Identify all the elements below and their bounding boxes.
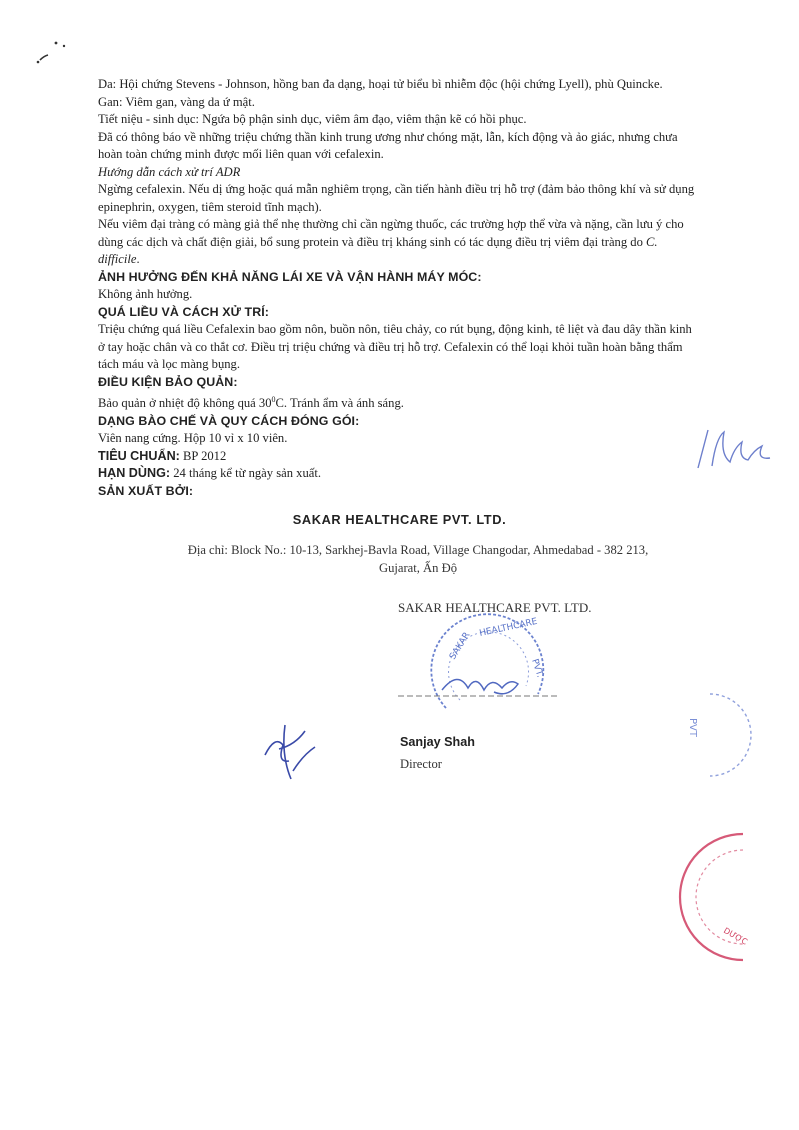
storage-heading: ĐIỀU KIỆN BẢO QUẢN: — [98, 374, 238, 389]
expiry-label: HẠN DÙNG: — [98, 466, 171, 481]
manufacturer-name: SAKAR HEALTHCARE PVT. LTD. — [292, 512, 507, 527]
storage-text — [98, 391, 698, 413]
svg-text:PVT: PVT — [687, 718, 698, 737]
storage-text-a: Bảo quản ở nhiệt độ không quá 30 — [98, 396, 272, 411]
director-signature — [255, 715, 325, 785]
standard-value: BP 2012 — [179, 448, 227, 463]
standard-label: TIÊU CHUẨN: — [98, 448, 180, 463]
organism-name: C. difficile — [98, 234, 658, 266]
signatory-name: Sanjay Shah — [400, 735, 475, 749]
signatory-title: Director — [400, 757, 442, 771]
driving-heading: ẢNH HƯỞNG ĐẾN KHẢ NĂNG LÁI XE VÀ VẬN HÀNH MÁY MÓC: — [98, 269, 482, 284]
partial-stamp-right — [678, 690, 718, 780]
overdose-heading: QUÁ LIỀU VÀ CÁCH XỬ TRÍ: — [98, 304, 270, 319]
standard-line — [98, 448, 698, 466]
adverse-urogenital-text: Tiết niệu - sinh dục: Ngứa bộ phận sinh dục, viêm âm đạo, viêm thận kẽ có hồi phục. — [98, 112, 527, 126]
svg-text:SAKAR: SAKAR — [448, 630, 473, 662]
address-line-1: Địa chỉ: Block No.: 10-13, Sarkhej-Bavla Road, Village Changodar, Ahmedabad - 382 213, — [187, 543, 649, 557]
document-body — [98, 76, 698, 500]
company-stamp — [398, 598, 578, 728]
signature-company-name: SAKAR HEALTHCARE PVT. LTD. — [398, 600, 592, 615]
adverse-liver-text: Gan: Viêm gan, vàng da ứ mật. — [98, 94, 255, 109]
driving-text: Không ảnh hưởng. — [98, 287, 193, 301]
scan-speck-mark — [30, 38, 70, 68]
address-line-2: Gujarat, Ấn Độ — [379, 561, 457, 575]
expiry-line — [98, 465, 698, 483]
partial-red-seal — [683, 828, 749, 968]
packaging-text: Viên nang cứng. Hộp 10 vỉ x 10 viên. — [98, 431, 288, 446]
overdose-text: Triệu chứng quá liều Cefalexin bao gồm nôn, buồn nôn, tiêu chảy, co rút bụng, động kinh, tê liệt và đau dây thần kinh ở tay hoặc chân và co thắt cơ. Điều trị triệu chứng và điều trị hỗ trợ. Cefalexin có thể loại khỏi tuần hoàn bằng thẩm tách máu và lọc màng bụng. — [98, 322, 692, 371]
svg-text:HEALTHCARE: HEALTHCARE — [478, 616, 539, 639]
svg-text:PVT.: PVT. — [529, 657, 545, 679]
expiry-value: 24 tháng kể từ ngày sản xuất. — [170, 466, 321, 481]
adverse-cns-text: Đã có thông báo về những triệu chứng thần kinh trung ương như chóng mặt, lẫn, kích động và ảo giác, nhưng chưa hoàn toàn chứng minh được mối liên quan với cefalexin. — [98, 129, 678, 161]
storage-text-b: C. Tránh ẩm và ánh sáng. — [275, 396, 404, 411]
adr-guidance-heading: Hướng dẫn cách xử trí ADR — [98, 164, 241, 179]
packaging-heading: DẠNG BÀO CHẾ VÀ QUY CÁCH ĐÓNG GÓI: — [98, 413, 360, 428]
svg-text:DƯỢC: DƯỢC — [722, 925, 749, 947]
colitis-text-main: Nếu viêm đại tràng có màng giả thể nhẹ thường chỉ cần ngừng thuốc, các trường hợp thể vừa và nặng, cần lưu ý cho dùng các dịch và chất điện giải, bổ sung protein và điều trị kháng sinh có tác dụng điều trị viêm đại tràng do — [98, 217, 684, 249]
margin-initials-signature — [690, 418, 780, 478]
degree-superscript: 0 — [271, 395, 276, 404]
colitis-text-end: . — [136, 252, 140, 266]
adverse-skin-text: Da: Hội chứng Stevens - Johnson, hồng ban đa dạng, hoại tử biểu bì nhiễm độc (hội chứng Lyell), phù Quincke. — [98, 77, 663, 91]
colitis-guidance-text — [98, 216, 698, 269]
manufacturer-heading: SẢN XUẤT BỞI: — [98, 483, 194, 498]
manufacturer-address — [118, 541, 718, 577]
adr-guidance-text: Ngừng cefalexin. Nếu dị ứng hoặc quá mẫn nghiêm trọng, cần tiến hành điều trị hỗ trợ (đảm bảo thông khí và sử dụng epinephrin, oxygen, tiêm steroid tĩnh mạch). — [98, 182, 695, 214]
